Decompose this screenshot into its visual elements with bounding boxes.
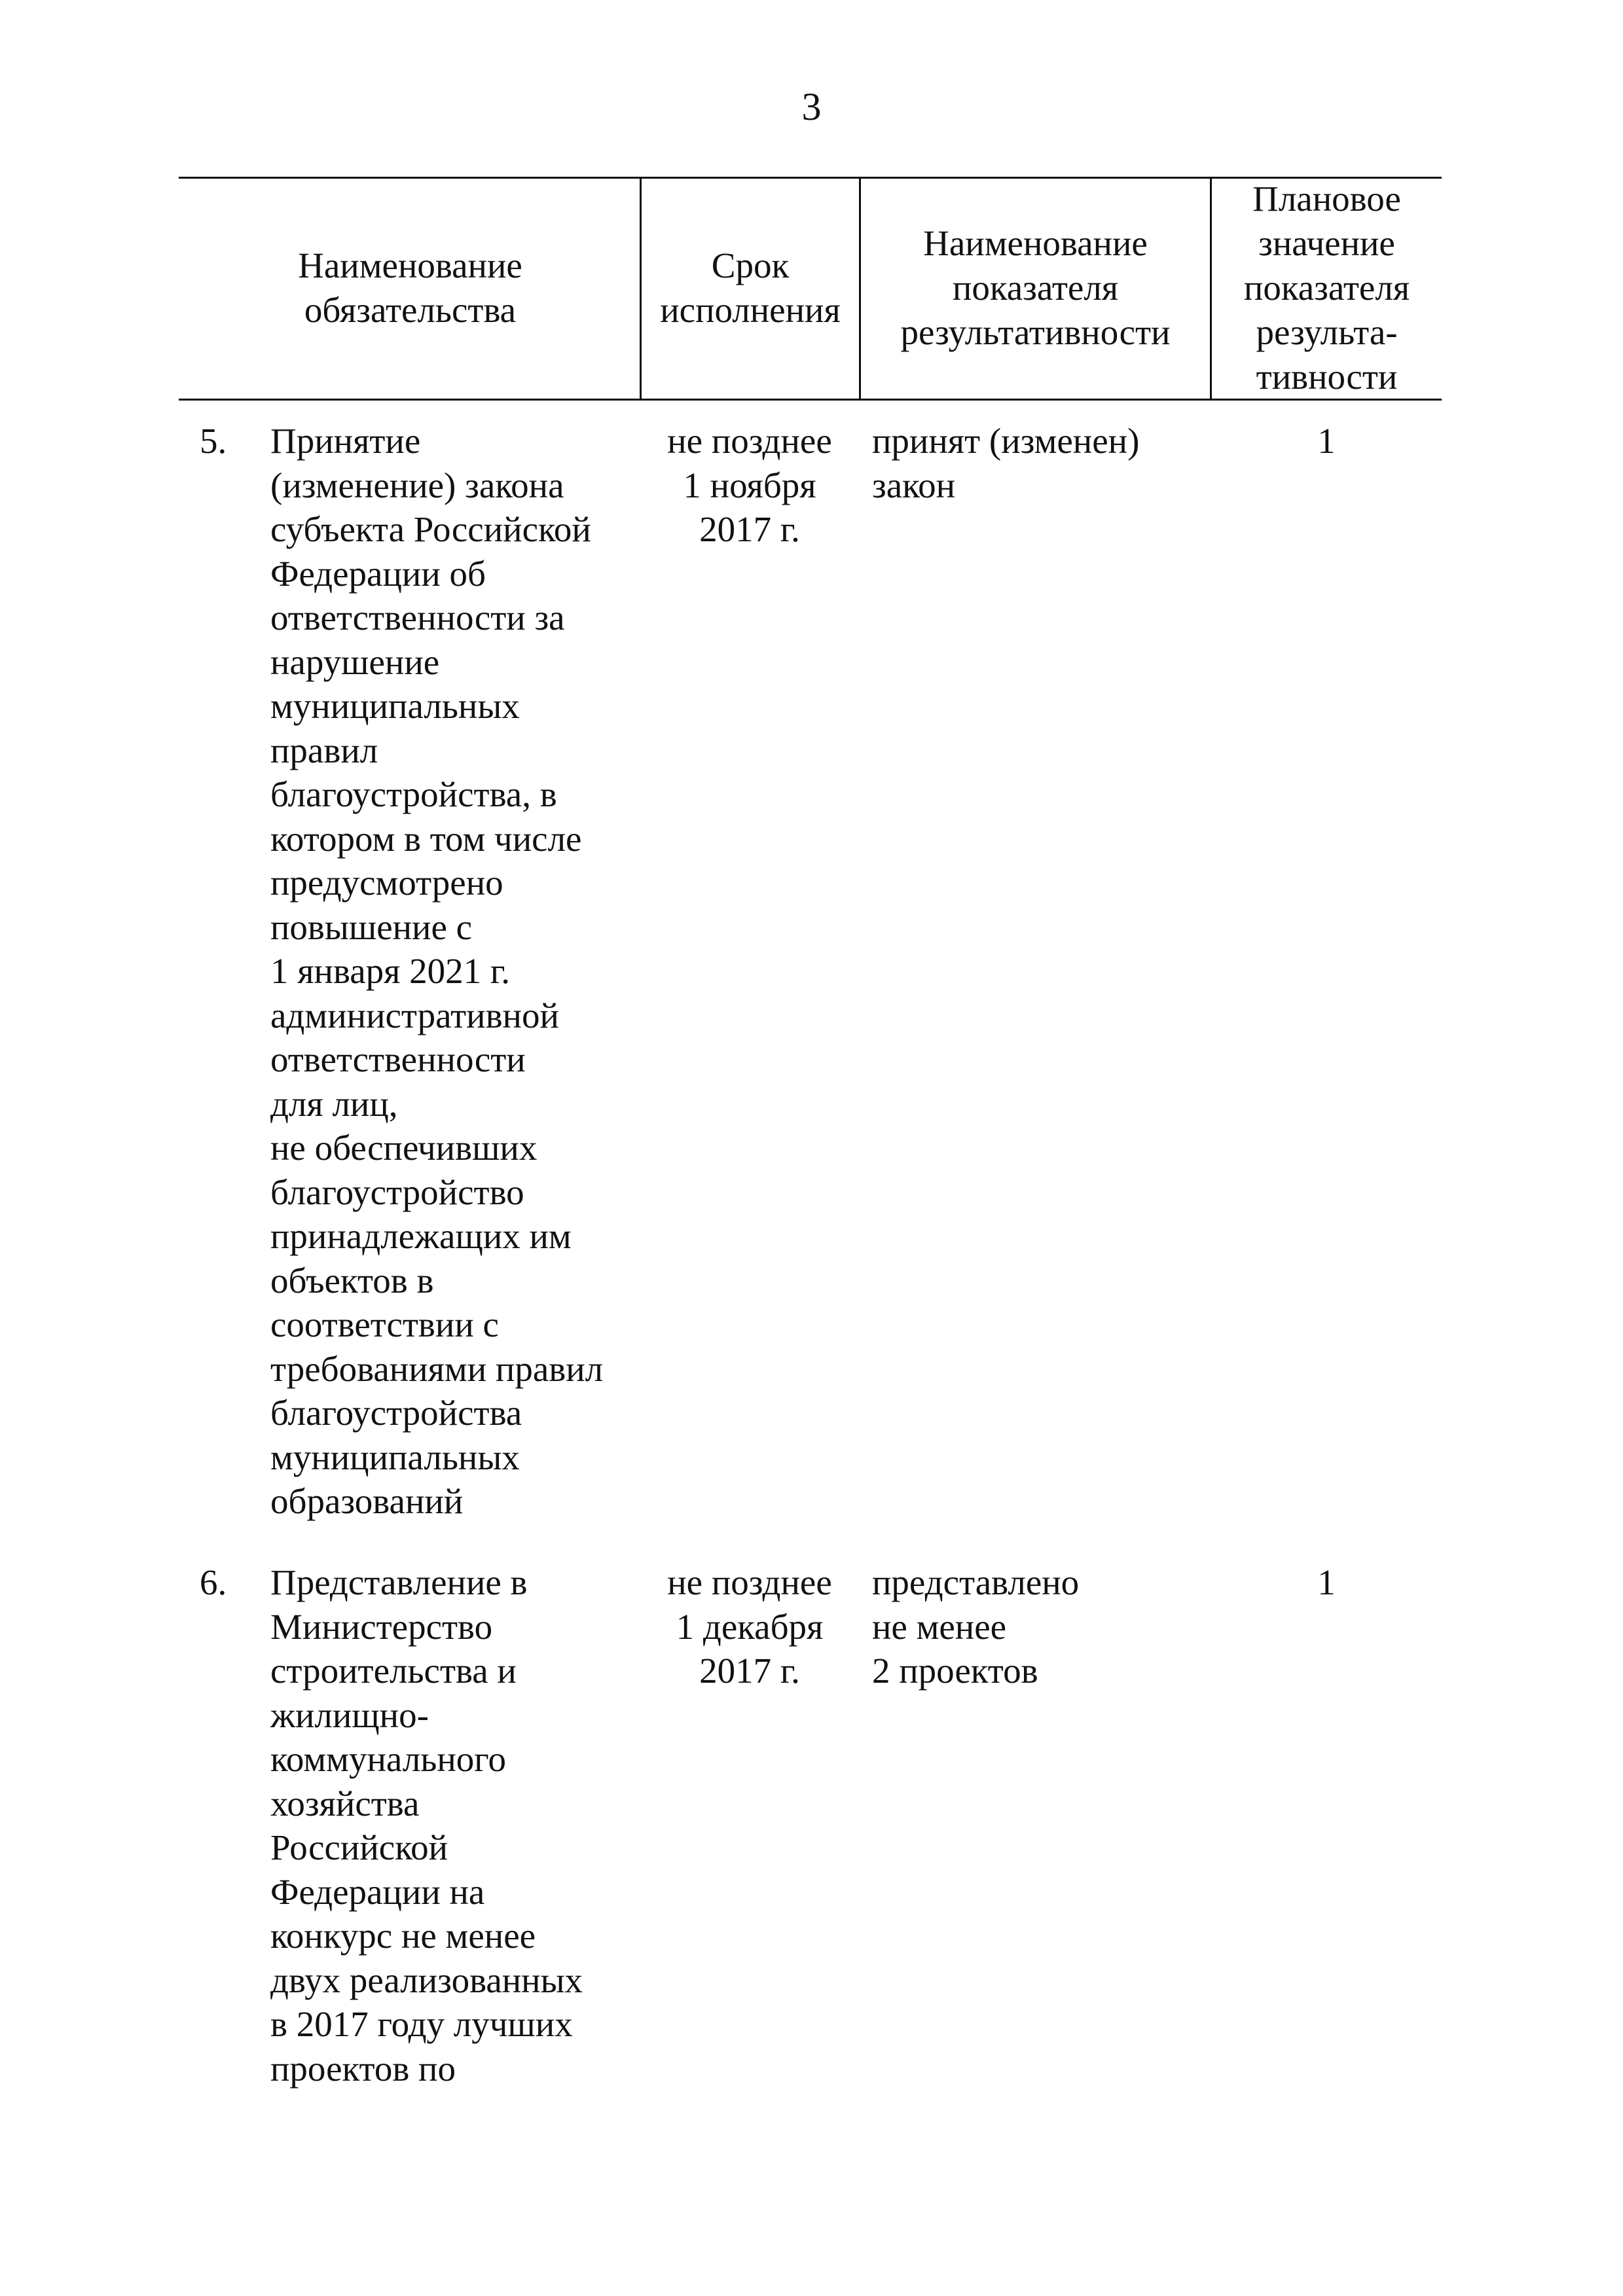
header-planned-value: Плановое значение показателя результа- тивности xyxy=(1243,179,1410,397)
indicator-text: представлено не менее 2 проектов xyxy=(872,1562,1080,1691)
obligation-text: Представление в Министерство строительства и жилищно- коммунального хозяйства Российской Федерации на конкурс не менее двух реализованных в 2017 году лучших проектов по xyxy=(270,1562,583,2089)
header-indicator: Наименование показателя результативности xyxy=(900,223,1171,352)
header-deadline: Срок исполнения xyxy=(660,245,841,330)
planned-value-text: 1 xyxy=(1317,421,1336,461)
row-number: 5. xyxy=(200,421,227,461)
deadline-text: не позднее 1 декабря 2017 г. xyxy=(667,1562,832,1691)
deadline-text: не позднее 1 ноября 2017 г. xyxy=(667,421,832,549)
planned-value-text: 1 xyxy=(1317,1562,1336,1602)
header-obligation: Наименование обязательства xyxy=(298,245,522,330)
obligation-text: Принятие (изменение) закона субъекта Российской Федерации об ответственности за нарушение муниципальных правил благоустройства, в котором в том числе предусмотрено повышение с 1 января 2021 г. административной ответственности для лиц, не обеспечивших благоустройство принадлежащих им объектов в соответствии с требованиями правил благоустройства муниципальных образований xyxy=(270,421,604,1521)
page-number: 3 xyxy=(801,85,822,128)
row-number: 6. xyxy=(200,1562,227,1602)
indicator-text: принят (изменен) закон xyxy=(872,421,1140,505)
